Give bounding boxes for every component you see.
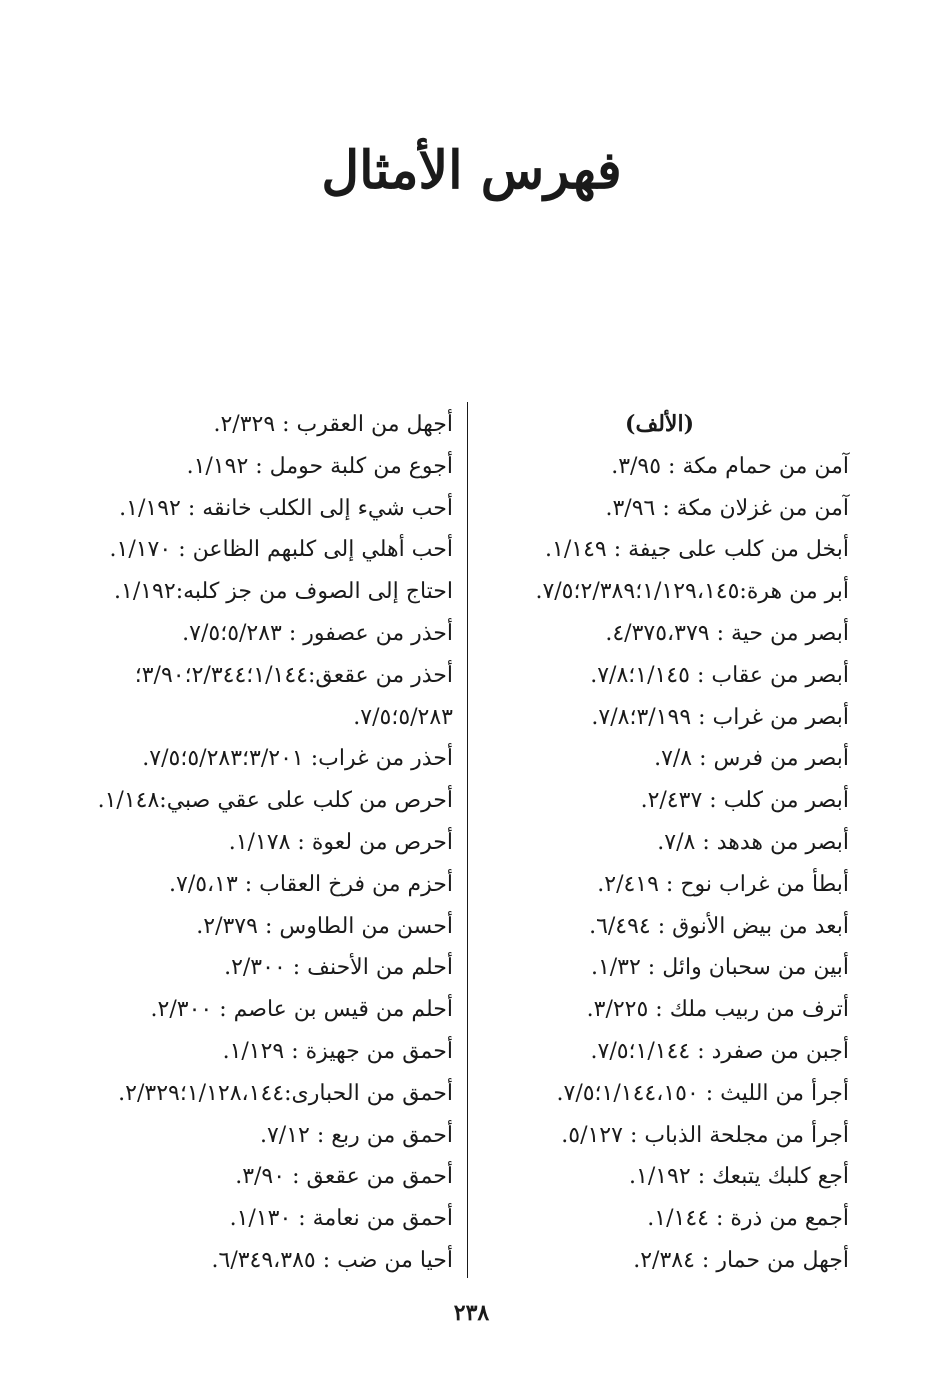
page-number: ٢٣٨ bbox=[453, 1300, 490, 1326]
index-entry: أحذر من غراب: ٣/٢٠١؛٥/٢٨٣؛٧/٥. bbox=[142, 746, 453, 772]
index-entry: أحمق من نعامة : ١/١٣٠. bbox=[229, 1206, 453, 1232]
index-entry: احتاج إلى الصوف من جز كلبه:١/١٩٢. bbox=[114, 579, 453, 605]
index-entry: أبعد من بيض الأنوق : ٦/٤٩٤. bbox=[589, 913, 849, 939]
index-entry: أبطأ من غراب نوح : ٢/٤١٩. bbox=[597, 871, 849, 897]
left-column bbox=[33, 404, 453, 1282]
index-entry: أجهل من العقرب : ٢/٣٢٩. bbox=[213, 412, 453, 437]
index-entry: أبر من هرة:١/١٢٩،١٤٥؛٢/٣٨٩؛٧/٥. bbox=[535, 579, 849, 605]
index-entry: أبصر من كلب : ٢/٤٣٧. bbox=[640, 788, 849, 814]
index-entry: أحسن من الطاوس : ٢/٣٧٩. bbox=[196, 913, 453, 939]
section-heading: (الألف) bbox=[625, 411, 694, 437]
index-entry: آمن من غزلان مكة : ٣/٩٦. bbox=[605, 495, 849, 521]
index-entry: أحمق من جهيزة : ١/١٢٩. bbox=[222, 1038, 453, 1064]
index-entry: أحرص من كلب على عقي صبي:١/١٤٨. bbox=[97, 788, 453, 814]
index-entry: أجمع من ذرة : ١/١٤٤. bbox=[647, 1206, 849, 1232]
right-column bbox=[469, 404, 849, 1282]
page-title: فهرس الأمثال bbox=[321, 140, 622, 201]
index-entry: أحب شيء إلى الكلب خانقه : ١/١٩٢. bbox=[119, 495, 453, 521]
index-entry: أحمق من عقعق : ٣/٩٠. bbox=[235, 1164, 453, 1190]
index-entry: أجع كلبك يتبعك : ١/١٩٢. bbox=[629, 1164, 849, 1190]
index-entry: أجهل من حمار : ٢/٣٨٤. bbox=[633, 1247, 849, 1273]
index-entry: أبصر من حية : ٤/٣٧٥،٣٧٩. bbox=[605, 620, 849, 646]
index-entry: أحلم من قيس بن عاصم : ٢/٣٠٠. bbox=[150, 997, 453, 1023]
index-entry: آمن من حمام مكة : ٣/٩٥. bbox=[611, 453, 849, 479]
index-entry: أحمق من ربع : ٧/١٢. bbox=[259, 1122, 453, 1148]
index-entry: أحرص من لعوة : ١/١٧٨. bbox=[228, 829, 453, 855]
index-entry: أترف من ربيب ملك : ٣/٢٢٥. bbox=[586, 997, 849, 1023]
index-entry: أبصر من غراب : ٣/١٩٩؛٧/٨. bbox=[591, 704, 849, 730]
index-entry: أحيا من ضب : ٦/٣٤٩،٣٨٥. bbox=[211, 1247, 453, 1273]
index-entry: أحب أهلي إلى كلبهم الظاعن : ١/١٧٠. bbox=[109, 537, 453, 563]
index-entry: أحلم من الأحنف : ٢/٣٠٠. bbox=[224, 955, 453, 981]
index-entry: أبصر من عقاب : ١/١٤٥؛٧/٨. bbox=[590, 662, 849, 688]
index-entry: أبخل من كلب على جيفة : ١/١٤٩. bbox=[545, 537, 849, 563]
index-entry: أحمق من الحبارى:١/١٢٨،١٤٤؛٢/٣٢٩. bbox=[118, 1080, 453, 1106]
index-entry: أجبن من صفرد : ١/١٤٤؛٧/٥. bbox=[590, 1038, 849, 1064]
index-entry: أجرأ من الليث : ١/١٤٤،١٥٠؛٧/٥. bbox=[556, 1080, 849, 1106]
index-entry: أحذر من عصفور : ٥/٢٨٣؛٧/٥. bbox=[182, 620, 453, 646]
index-entry: أبين من سحبان وائل : ١/٣٢. bbox=[590, 955, 849, 981]
index-entry: أجرأ من مجلحة الذباب : ٥/١٢٧. bbox=[561, 1122, 849, 1148]
index-entry: أبصر من هدهد : ٧/٨. bbox=[657, 829, 849, 855]
index-entry: أحزم من فرخ العقاب : ٧/٥،١٣. bbox=[169, 871, 453, 897]
column-divider bbox=[467, 402, 468, 1278]
index-entry: أحذر من عقعق:١/١٤٤؛٢/٣٤٤؛٣/٩٠؛ bbox=[134, 662, 453, 688]
index-entry: أجوع من كلبة حومل : ١/١٩٢. bbox=[186, 453, 453, 479]
index-entry: أبصر من فرس : ٧/٨. bbox=[654, 746, 849, 772]
index-entry-continuation: ٥/٢٨٣؛٧/٥. bbox=[353, 704, 453, 730]
